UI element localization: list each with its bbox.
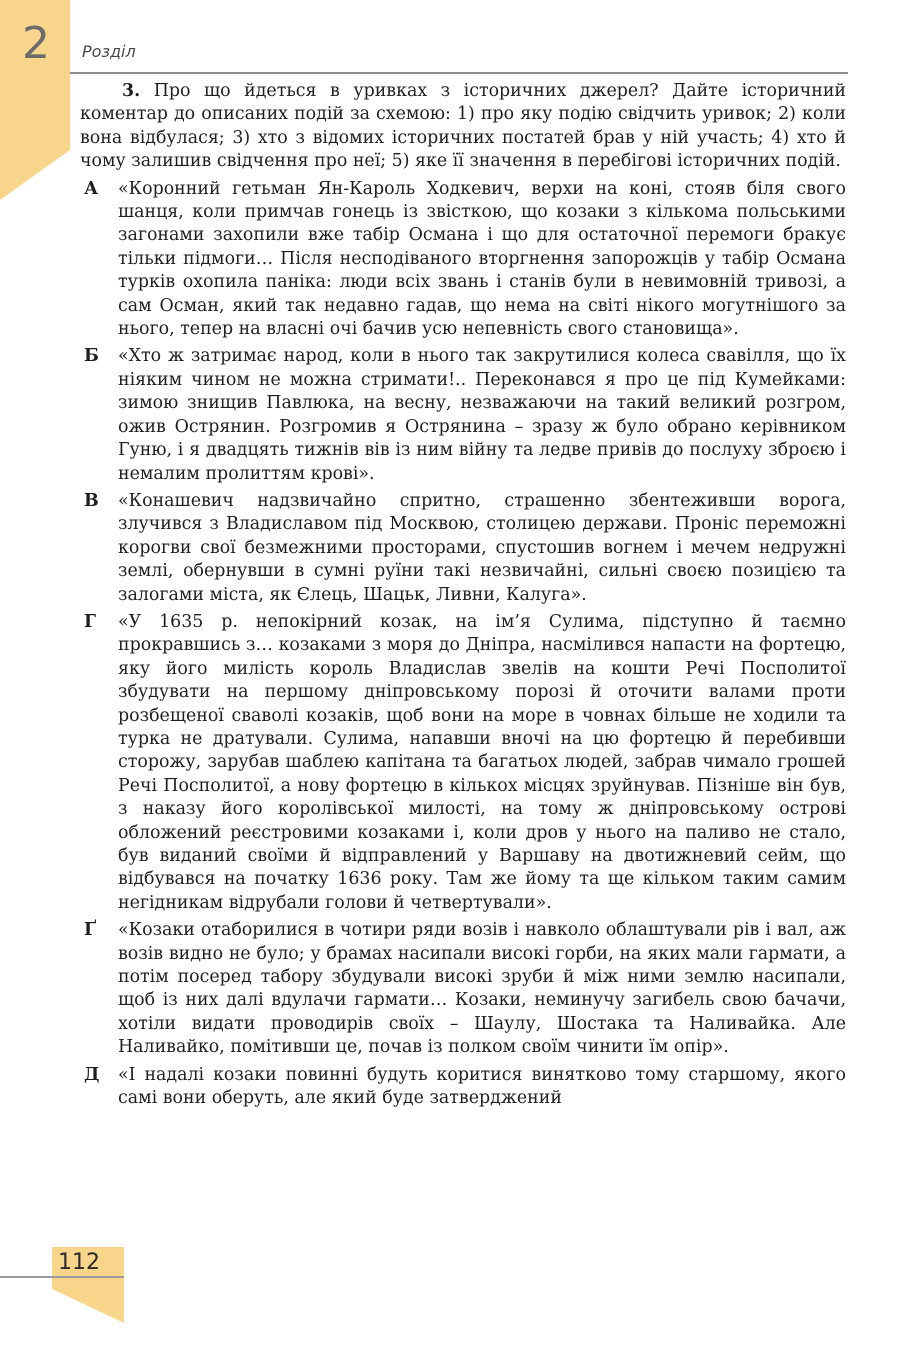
source-letter: Д — [84, 1064, 100, 1085]
source-text: «Коронний гетьман Ян-Кароль Ходкевич, верхи на коні, стояв біля свого шанця, коли примчав гонець із звісткою, що козаки з кількома польськими загонами захопили вже табір Османа і що для остаточної перемоги бракує тільки підмоги… Після несподіваного вторгнення запорожців у табір Османа турків охопила паніка: люди всіх звань і станів були в невимовній тривозі, а сам Осман, який так недавно гадав, що нема на світі нікого могутнішого за нього, тепер на власні очі бачив усю непевність свого становища». — [118, 178, 846, 340]
source-letter: Ґ — [84, 920, 97, 941]
question-number: 3. — [122, 81, 141, 101]
source-d — [80, 1064, 846, 1111]
source-letter: Г — [84, 611, 97, 632]
source-a — [80, 178, 846, 342]
source-text: «Конашевич надзвичайно спритно, страшенно збентеживши ворога, злучився з Владиславом під Москвою, столицею держави. Проніс переможні корогви свої безмежними просторами, спустошив вогнем і мечем недружні землі, обернувши в сумні руїни такі незвичайні, сильні своєю позицією та залогами міста, як Єлець, Шацьк, Ливни, Калуга». — [118, 490, 846, 605]
source-letter: А — [84, 178, 99, 199]
page-number: 112 — [58, 1250, 100, 1275]
source-text: «Козаки отаборилися в чотири ряди возів і навколо облаштували рів і вал, аж возів видно не було; у брамах насипали високі горби, на яких мали гармати, а потім посеред табору збудували високі зруби й між ними землю насипали, щоб із них далі вдулачи гармати… Козаки, неминучу загибель свою бачачи, хотіли видати проводирів своїх – Шаулу, Шостака та Наливайка. Але Наливайко, помітивши це, почав із полком своїм чинити їм опір». — [118, 920, 846, 1058]
source-g — [80, 919, 846, 1059]
chapter-number: 2 — [22, 18, 50, 69]
source-text: «У 1635 р. непокірний козак, на ім’я Сулима, підступно й таємно прокравшись з… козаками з моря до Дніпра, насмілився напасти на фортецю, яку його милість король Владислав звелів на кошти Речі Посполитої збудувати на першому дніпровському порозі й оточити валами проти розбещеної сваволі козаків, щоб вони на море в човнах більше не ходили та турка не дратували. Сулима, напавши вночі на цю фортецю й перебивши сторожу, зарубав шаблею капітана та багатьох людей, забрав чимало грошей Речі Посполитої, а нову фортецю в кількох місцях зруйнував. Пізніше він був, з наказу його королівської милості, на тому ж дніпровському острові обложений реєстровими козаками і, коли дров у нього на паливо не стало, був виданий своїми й відправлений у Варшаву на двотижневий сейм, що відбувався на початку 1636 року. Там же йому та ще кільком таким самим негідникам відрубали голови й четвертували». — [118, 611, 846, 913]
footer-rule — [0, 1276, 124, 1278]
page-content — [80, 80, 846, 1110]
source-h — [80, 611, 846, 915]
source-v — [80, 490, 846, 607]
section-label: Розділ — [82, 42, 136, 61]
question-paragraph — [80, 80, 846, 174]
source-text: «Хто ж затримає народ, коли в нього так закрутилися колеса свавілля, що їх ніяким чином не можна стримати!.. Переконався я про це під Кумейками: зимою знищив Павлюка, на весну, незважаючи на такий великий розгром, ожив Острянин. Розгромив я Острянина – зразу ж було обрано керівником Гуню, і я двадцять тижнів вів із ним війну та ледве привів до послуху зброєю і немалим пролиттям крові». — [118, 346, 846, 484]
question-block — [80, 80, 846, 174]
source-letter: В — [84, 490, 99, 511]
source-letter: Б — [84, 346, 99, 367]
source-b — [80, 345, 846, 485]
header-rule — [70, 72, 848, 74]
source-text: «І надалі козаки повинні будуть коритися винятково тому старшому, якого самі вони оберуть, але який буде затверджений — [118, 1064, 846, 1109]
question-text: Про що йдеться в уривках з історичних джерел? Дайте історичний коментар до описаних подій за схемою: 1) про яку подію свідчить уривок; 2) коли вона відбулася; 3) хто з відомих історичних постатей брав у ній участь; 4) хто й чому залишив свідчення про неї; 5) яке її значення в перебігові історичних подій. — [80, 81, 846, 172]
